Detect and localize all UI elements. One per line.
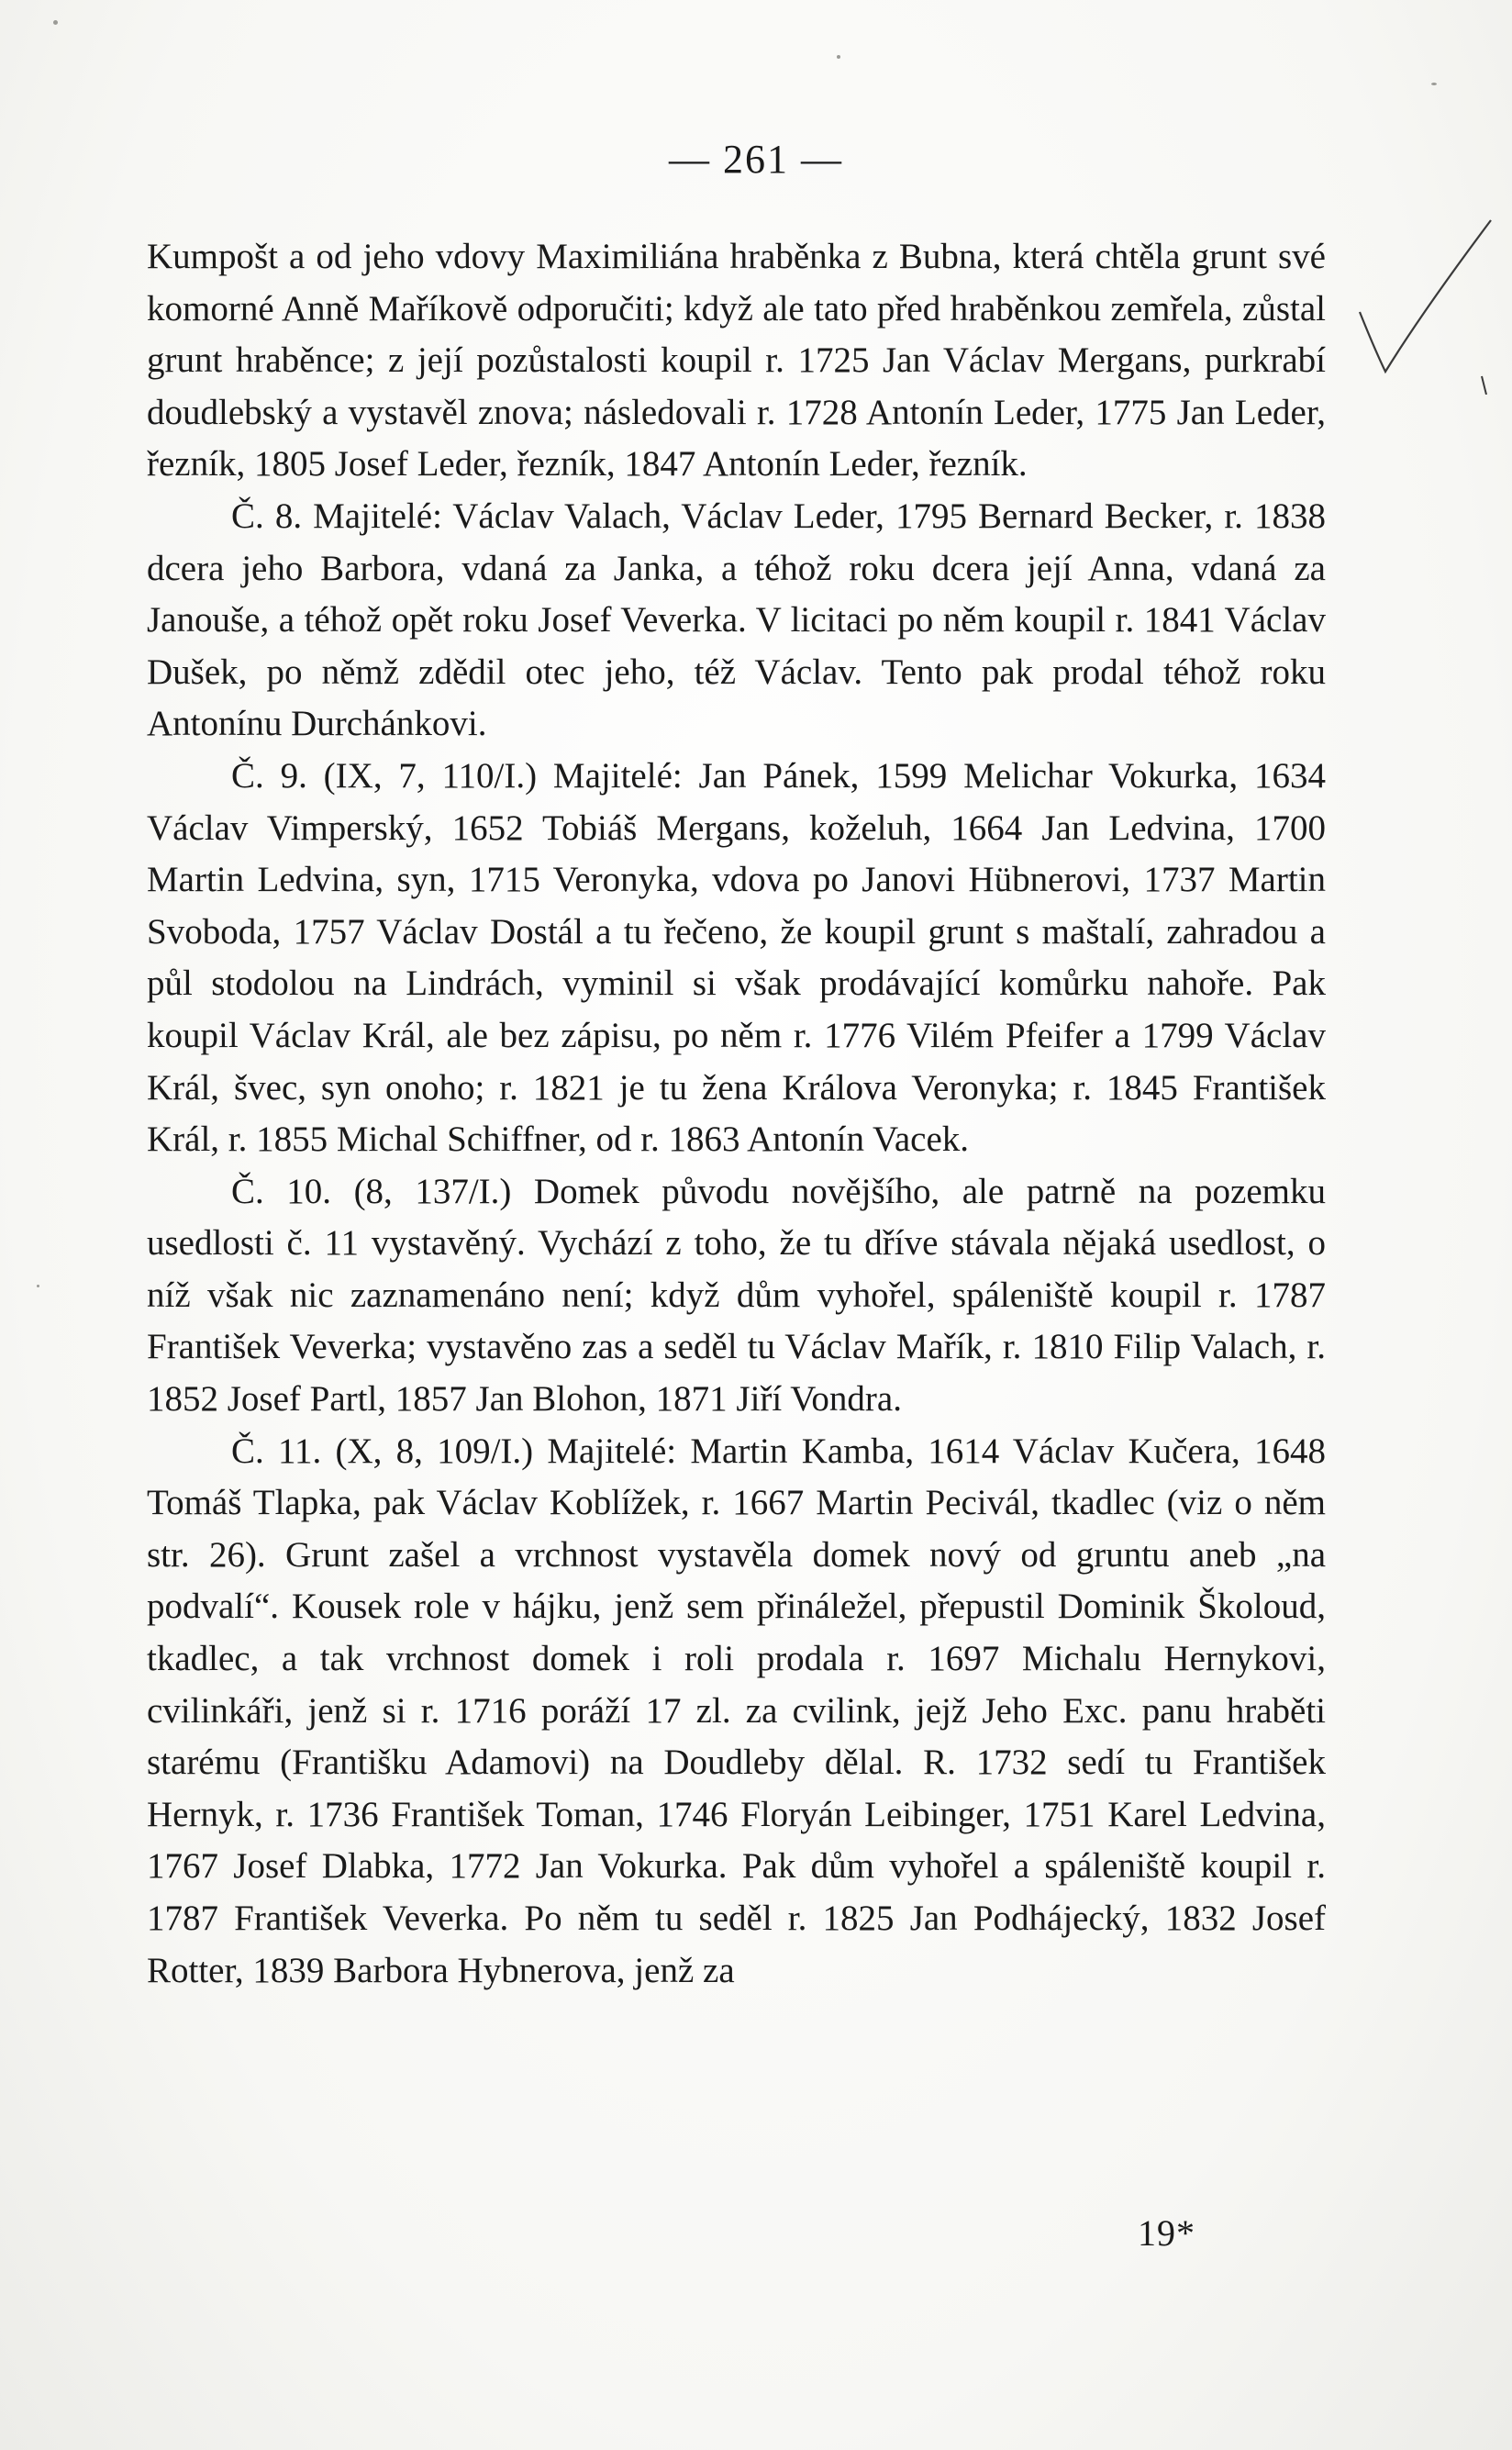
scan-speck xyxy=(53,20,58,25)
body-text xyxy=(147,231,1326,1997)
scan-speck xyxy=(837,55,840,59)
pencil-check-mark xyxy=(1358,211,1495,395)
signature-mark: 19* xyxy=(1138,2212,1195,2254)
paragraph-house-11: Č. 11. (X, 8, 109/I.) Majitelé: Martin Kamba, 1614 Václav Kučera, 1648 Tomáš Tlapka, pak Václav Koblížek, r. 1667 Martin Pecivál, tkadlec (viz o něm str. 26). Grunt zašel a vrchnost vystavěla domek nový od gruntu aneb „na podvalí“. Kousek role v hájku, jenž sem přináležel, přepustil Dominik Školoud, tkadlec, a tak vrchnost domek i roli prodala r. 1697 Michalu Hernykovi, cvilinkáři, jenž si r. 1716 poráží 17 zl. za cvilink, jejž Jeho Exc. panu hraběti starému (Františku Adamovi) na Doudleby dělal. R. 1732 sedí tu František Hernyk, r. 1736 František Toman, 1746 Floryán Leibinger, 1751 Karel Ledvina, 1767 Josef Dlabka, 1772 Jan Vokurka. Pak dům vyhořel a spáleniště koupil r. 1787 František Veverka. Po něm tu seděl r. 1825 Jan Podhájecký, 1832 Josef Rotter, 1839 Barbora Hybnerova, jenž za xyxy=(147,1431,1326,1990)
scan-speck xyxy=(1431,83,1437,85)
page-number: — 261 — xyxy=(669,137,843,182)
paragraph-house-10: Č. 10. (8, 137/I.) Domek původu novějšího, ale patrně na pozemku usedlosti č. 11 vystavěný. Vychází z toho, že tu dříve stávala nějaká usedlost, o níž však nic zaznamenáno není; když dům vyhořel, spáleniště koupil r. 1787 František Veverka; vystavěno zas a seděl tu Václav Mařík, r. 1810 Filip Valach, r. 1852 Josef Partl, 1857 Jan Blohon, 1871 Jiří Vondra. xyxy=(147,1171,1326,1420)
paragraph-house-8: Č. 8. Majitelé: Václav Valach, Václav Leder, 1795 Bernard Becker, r. 1838 dcera jeho Barbora, vdaná za Janka, a téhož roku dcera její Anna, vdaná za Janouše, a téhož opět roku Josef Veverka. V licitaci po něm koupil r. 1841 Václav Dušek, po němž zdědil otec jeho, též Václav. Tento pak prodal téhož roku Antonínu Durchánkovi. xyxy=(147,496,1326,744)
paragraph-house-9: Č. 9. (IX, 7, 110/I.) Majitelé: Jan Pánek, 1599 Melichar Vokurka, 1634 Václav Vimperský, 1652 Tobiáš Mergans, koželuh, 1664 Jan Ledvina, 1700 Martin Ledvina, syn, 1715 Veronyka, vdova po Janovi Hübnerovi, 1737 Martin Svoboda, 1757 Václav Dostál a tu řečeno, že koupil grunt s maštalí, zahradou a půl stodolou na Lindrách, vyminil si však prodávající komůrku nahoře. Pak koupil Václav Král, ale bez zápisu, po něm r. 1776 Vilém Pfeifer a 1799 Václav Král, švec, syn onoho; r. 1821 je tu žena Králova Veronyka; r. 1845 František Král, r. 1855 Michal Schiffner, od r. 1863 Antonín Vacek. xyxy=(147,755,1326,1160)
scan-speck xyxy=(37,1285,39,1287)
paragraph-continuation: Kumpošt a od jeho vdovy Maximiliána hraběnka z Bubna, která chtěla grunt své komorné Anně Maříkově odporučiti; když ale tato před hraběnkou zemřela, zůstal grunt hraběnce; z její pozůstalosti koupil r. 1725 Jan Václav Mergans, purkrabí doudlebský a vystavěl znova; následovali r. 1728 Antonín Leder, 1775 Jan Leder, řezník, 1805 Josef Leder, řezník, 1847 Antonín Leder, řezník. xyxy=(147,237,1326,484)
